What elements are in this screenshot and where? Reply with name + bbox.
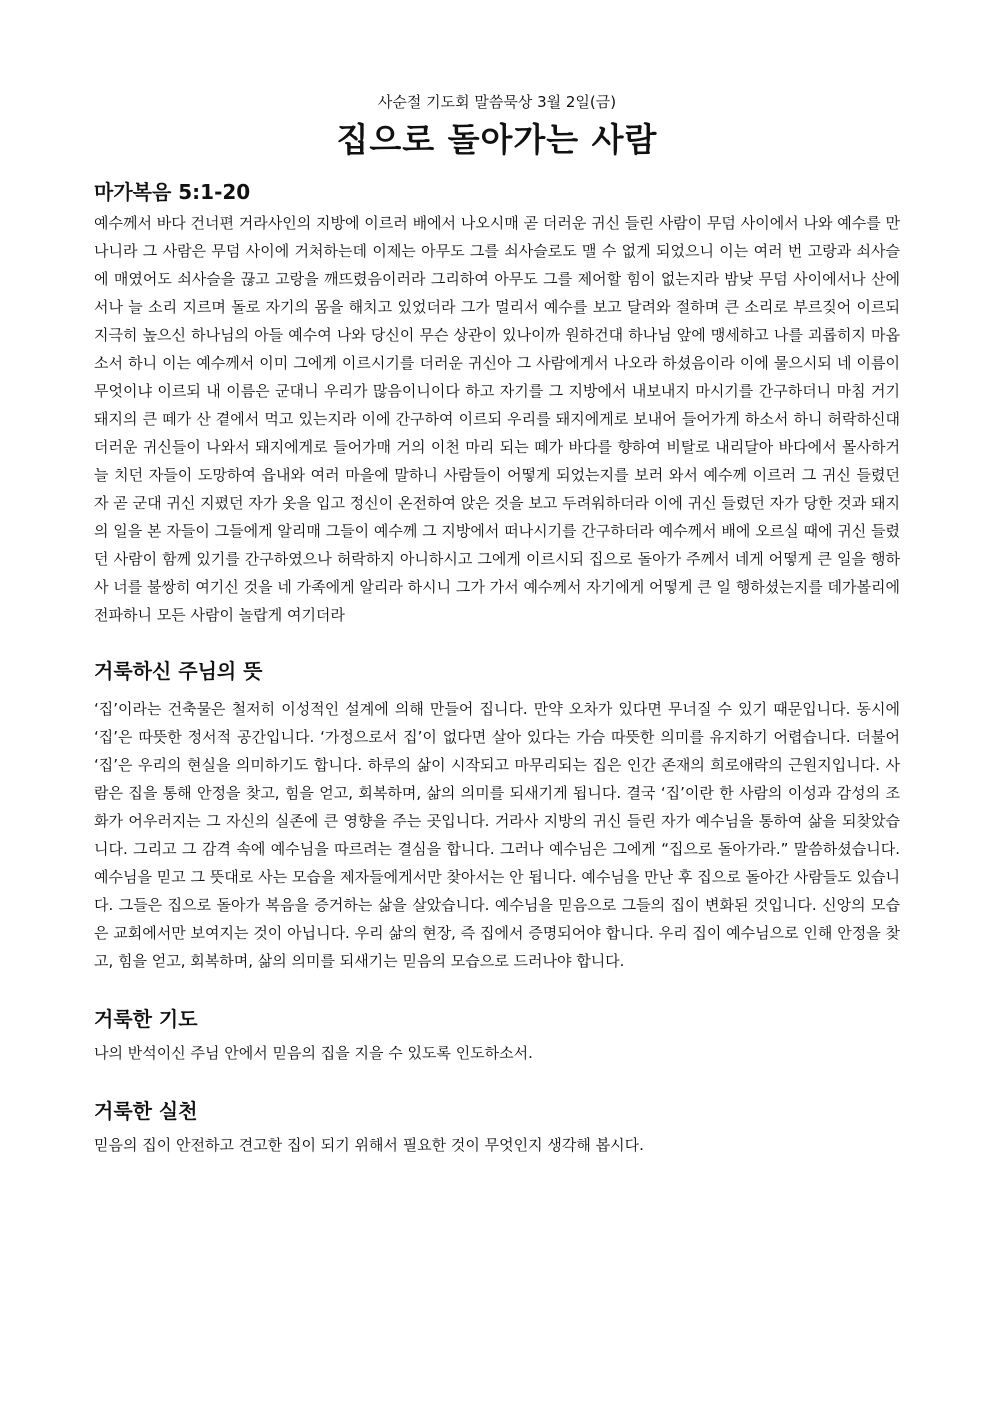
meaning-section bbox=[94, 657, 900, 975]
practice-heading: 거룩한 실천 bbox=[94, 1099, 198, 1123]
meaning-text: ‘집’이라는 건축물은 철저히 이성적인 설계에 의해 만들어 집니다. 만약 오차가 있다면 무너질 수 있기 때문입니다. 동시에 ‘집’은 따뜻한 정서적 공간입니다. ‘가정으로서 집’이 없다면 살아 있다는 가슴 따뜻한 의미를 유지하기 어렵습니다. 더불어 ‘집’은 우리의 현실을 의미하기도 합니다. 하루의 삶이 시작되고 마무리되는 집은 인간 존재의 희로애락의 근원지입니다. 사람은 집을 통해 안정을 찾고, 힘을 얻고, 회복하며, 삶의 의미를 되새기게 됩니다. 결국 ‘집’이란 한 사람의 이성과 감성의 조화가 어우러지는 그 자신의 실존에 큰 영향을 주는 곳입니다. 거라사 지방의 귀신 들린 자가 예수님을 통하여 삶을 되찾았습니다. 그리고 그 감격 속에 예수님을 따르려는 결심을 합니다. 그러나 예수님은 그에게 “집으로 돌아가라.” 말씀하셨습니다. 예수님을 믿고 그 뜻대로 사는 모습을 제자들에게서만 찾아서는 안 됩니다. 예수님을 만난 후 집으로 돌아간 사람들도 있습니다. 그들은 집으로 돌아가 복음을 증거하는 삶을 살았습니다. 예수님을 믿음으로 그들의 집이 변화된 것입니다. 신앙의 모습은 교회에서만 보여지는 것이 아닙니다. 우리 삶의 현장, 즉 집에서 증명되어야 합니다. 우리 집이 예수님으로 인해 안정을 찾고, 힘을 얻고, 회복하며, 삶의 의미를 되새기는 믿음의 모습으로 드러나야 합니다. bbox=[94, 700, 900, 970]
practice-text: 믿음의 집이 안전하고 견고한 집이 되기 위해서 필요한 것이 무엇인지 생각해 봅시다. bbox=[94, 1136, 644, 1154]
prayer-text: 나의 반석이신 주님 안에서 믿음의 집을 지을 수 있도록 인도하소서. bbox=[94, 1044, 533, 1062]
document-title: 집으로 돌아가는 사람 bbox=[336, 120, 658, 159]
document-page bbox=[94, 88, 900, 1159]
meaning-heading: 거룩하신 주님의 뜻 bbox=[94, 659, 263, 683]
practice-section bbox=[94, 1097, 900, 1159]
prayer-heading: 거룩한 기도 bbox=[94, 1007, 198, 1031]
scripture-text: 예수께서 바다 건너편 거라사인의 지방에 이르러 배에서 나오시매 곧 더러운 귀신 들린 사람이 무덤 사이에서 나와 예수를 만나니라 그 사람은 무덤 사이에 거처하는데 이제는 아무도 그를 쇠사슬로도 맬 수 없게 되었으니 이는 여러 번 고랑과 쇠사슬에 매였어도 쇠사슬을 끊고 고랑을 깨뜨렸음이러라 그리하여 아무도 그를 제어할 힘이 없는지라 밤낮 무덤 사이에서나 산에서나 늘 소리 지르며 돌로 자기의 몸을 해치고 있었더라 그가 멀리서 예수를 보고 달려와 절하며 큰 소리로 부르짖어 이르되 지극히 높으신 하나님의 아들 예수여 나와 당신이 무슨 상관이 있나이까 원하건대 하나님 앞에 맹세하고 나를 괴롭히지 마옵소서 하니 이는 예수께서 이미 그에게 이르시기를 더러운 귀신아 그 사람에게서 나오라 하셨음이라 이에 물으시되 네 이름이 무엇이냐 이르되 내 이름은 군대니 우리가 많음이니이다 하고 자기를 그 지방에서 내보내지 마시기를 간구하더니 마침 거기 돼지의 큰 떼가 산 곁에서 먹고 있는지라 이에 간구하여 이르되 우리를 돼지에게로 보내어 들어가게 하소서 하니 허락하신대 더러운 귀신들이 나와서 돼지에게로 들어가매 거의 이천 마리 되는 떼가 바다를 향하여 비탈로 내리달아 바다에서 몰사하거늘 치던 자들이 도망하여 읍내와 여러 마을에 말하니 사람들이 어떻게 되었는지를 보러 와서 예수께 이르러 그 귀신 들렸던 자 곧 군대 귀신 지폈던 자가 옷을 입고 정신이 온전하여 앉은 것을 보고 두려워하더라 이에 귀신 들렸던 자가 당한 것과 돼지의 일을 본 자들이 그들에게 알리매 그들이 예수께 그 지방에서 떠나시기를 간구하더라 예수께서 배에 오르실 때에 귀신 들렸던 사람이 함께 있기를 간구하였으나 허락하지 아니하시고 그에게 이르시되 집으로 돌아가 주께서 네게 어떻게 큰 일을 행하사 너를 불쌍히 여기신 것을 네 가족에게 알리라 하시니 그가 가서 예수께서 자기에게 어떻게 큰 일 행하셨는지를 데가볼리에 전파하니 모든 사람이 놀랍게 여기더라 bbox=[94, 214, 900, 624]
document-subtitle: 사순절 기도회 말씀묵상 3월 2일(금) bbox=[377, 93, 617, 111]
scripture-heading: 마가복음 5:1-20 bbox=[94, 180, 251, 204]
prayer-section bbox=[94, 1005, 900, 1067]
scripture-section bbox=[94, 178, 900, 629]
